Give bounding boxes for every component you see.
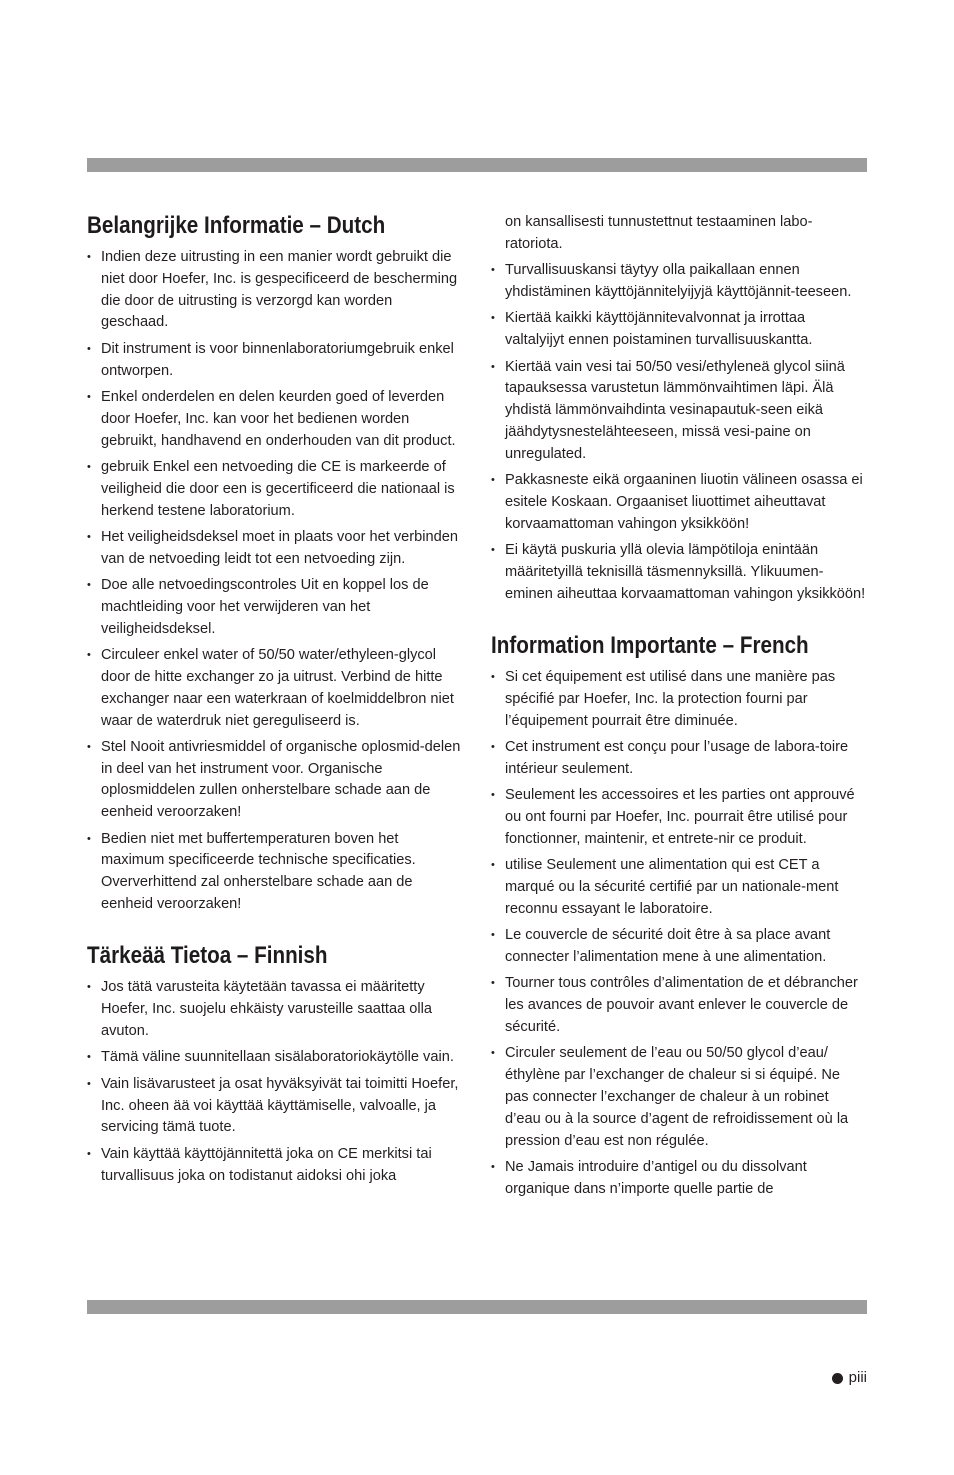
list-item: • Stel Nooit antivriesmiddel of organische oplosmid-delen in deel van het instrument voor. Organische oplosmiddelen zullen onherstelbare schade aan de eenheid veroorzaken! [87,737,463,824]
list-item: • Enkel onderdelen en delen keurden goed of leverden door Hoefer, Inc. kan voor het bedienen worden gebruikt, handhavend en onderhouden van dit product. [87,387,463,452]
list-item: • Si cet équipement est utilisé dans une manière pas spécifié par Hoefer, Inc. la protection fourni par l’équipement pourrait être diminuée. [491,667,867,732]
dutch-heading: Belangrijke Informatie – Dutch [87,212,386,239]
finnish-list-continued [491,212,867,606]
left-column [87,208,463,1192]
dutch-list [87,247,463,916]
list-item: • Cet instrument est conçu pour l’usage de labora-toire intérieur seulement. [491,737,867,781]
french-list [491,667,867,1200]
list-item: • Vain käyttää käyttöjännitettä joka on CE merkitsi tai turvallisuus joka on todistanut aidoksi ohi joka [87,1144,463,1188]
list-item: • Dit instrument is voor binnenlaboratoriumgebruik enkel ontworpen. [87,339,463,383]
list-item: • Tämä väline suunnitellaan sisälaboratoriokäytölle vain. [87,1047,463,1069]
list-item: • Pakkasneste eikä orgaaninen liuotin välineen osassa ei esitele Koskaan. Orgaaniset liuottimet aiheuttavat korvaamattoman vahingon yksikköön! [491,470,867,535]
list-item: • utilise Seulement une alimentation qui est CET a marqué ou la sécurité certifié par un nationale-ment reconnu essayant le laboratoire. [491,855,867,920]
list-item: • Seulement les accessoires et les parties ont approuvé ou ont fourni par Hoefer, Inc. pourrait être utilisé pour fonctionner, maintenir, et entrete-nir ce produit. [491,785,867,850]
list-item: • Kiertää kaikki käyttöjännitevalvonnat ja irrottaa valtalyijyt ennen poistaminen turvallisuuskantta. [491,308,867,352]
page-number: piii [848,1369,867,1386]
top-rule [87,158,867,172]
list-item: • Doe alle netvoedingscontroles Uit en koppel los de machtleiding voor het verwijderen van het veiligheidsdeksel. [87,575,463,640]
finnish-list [87,977,463,1187]
list-item: • Kiertää vain vesi tai 50/50 vesi/ethyleneä glycol siinä tapauksessa varustetun lämmönvaihtimen läpi. Älä yhdistä lämmönvaihdinta vesinapautuk-seen eikä jäähdytysnestelähteeseen, missä vesi-paine on unregulated. [491,357,867,466]
bullet-dot-icon [832,1373,843,1384]
list-item: • Jos tätä varusteita käytetään tavassa ei määritetty Hoefer, Inc. suojelu ehkäisty varusteille saattaa olla avuton. [87,977,463,1042]
page-footer [832,1368,867,1388]
list-item: • gebruik Enkel een netvoeding die CE is markeerde of veiligheid die door een is gecertificeerd die nationaal is herkend testene laboratorium. [87,457,463,522]
list-item: • Turvallisuuskansi täytyy olla paikallaan ennen yhdistäminen käyttöjännitelyijyjä käyttöjännit-teeseen. [491,260,867,304]
list-item: • Circuleer enkel water of 50/50 water/ethyleen-glycol door de hitte exchanger zo ja uitrust. Verbind de hitte exchanger naar een waterkraan of koelmiddelbron niet waar de waterdruk niet gereguliseerd is. [87,645,463,732]
list-item: • Circuler seulement de l’eau ou 50/50 glycol d’eau/ éthylène par l’exchanger de chaleur si si équipé. Ne pas connecter l’exchanger de chaleur à un robinet d’eau ou à la source d’agent de refroidissement où la pression d’eau est non régulée. [491,1043,867,1152]
list-item: • Vain lisävarusteet ja osat hyväksyivät tai toimitti Hoefer, Inc. oheen ää voi käyttää käyttämiselle, valvoalle, ja servicing tämä tuote. [87,1074,463,1139]
right-column [491,212,867,1205]
list-item: • Indien deze uitrusting in een manier wordt gebruikt die niet door Hoefer, Inc. is gespecificeerd de bescherming die door de uitrusting is verzorgd kan worden geschaad. [87,247,463,334]
list-item: • Tourner tous contrôles d’alimentation de et débrancher les avances de pouvoir avant enlever le couvercle de sécurité. [491,973,867,1038]
list-item: • Le couvercle de sécurité doit être à sa place avant connecter l’alimentation mene à une alimentation. [491,925,867,969]
list-item: • Ei käytä puskuria yllä olevia lämpötiloja enintään määritetyillä teknisillä täsmennyksillä. Ylikuumen-eminen aiheuttaa korvaamattoman vahingon yksikköön! [491,540,867,605]
list-item: • Ne Jamais introduire d’antigel ou du dissolvant organique dans n’importe quelle partie de [491,1157,867,1201]
french-heading: Information Importante – French [491,632,809,660]
bottom-rule [87,1300,867,1314]
finnish-heading: Tärkeää Tietoa – Finnish [87,942,328,970]
list-item: • Het veiligheidsdeksel moet in plaats voor het verbinden van de netvoeding leidt tot een netvoeding zijn. [87,527,463,571]
list-item-continuation: on kansallisesti tunnustettnut testaaminen labo-ratoriota. [505,214,813,252]
list-item: • Bedien niet met buffertemperaturen boven het maximum specificeerde technische specificaties. Oververhittend zal onherstelbare schade aan de eenheid veroorzaken! [87,829,463,916]
